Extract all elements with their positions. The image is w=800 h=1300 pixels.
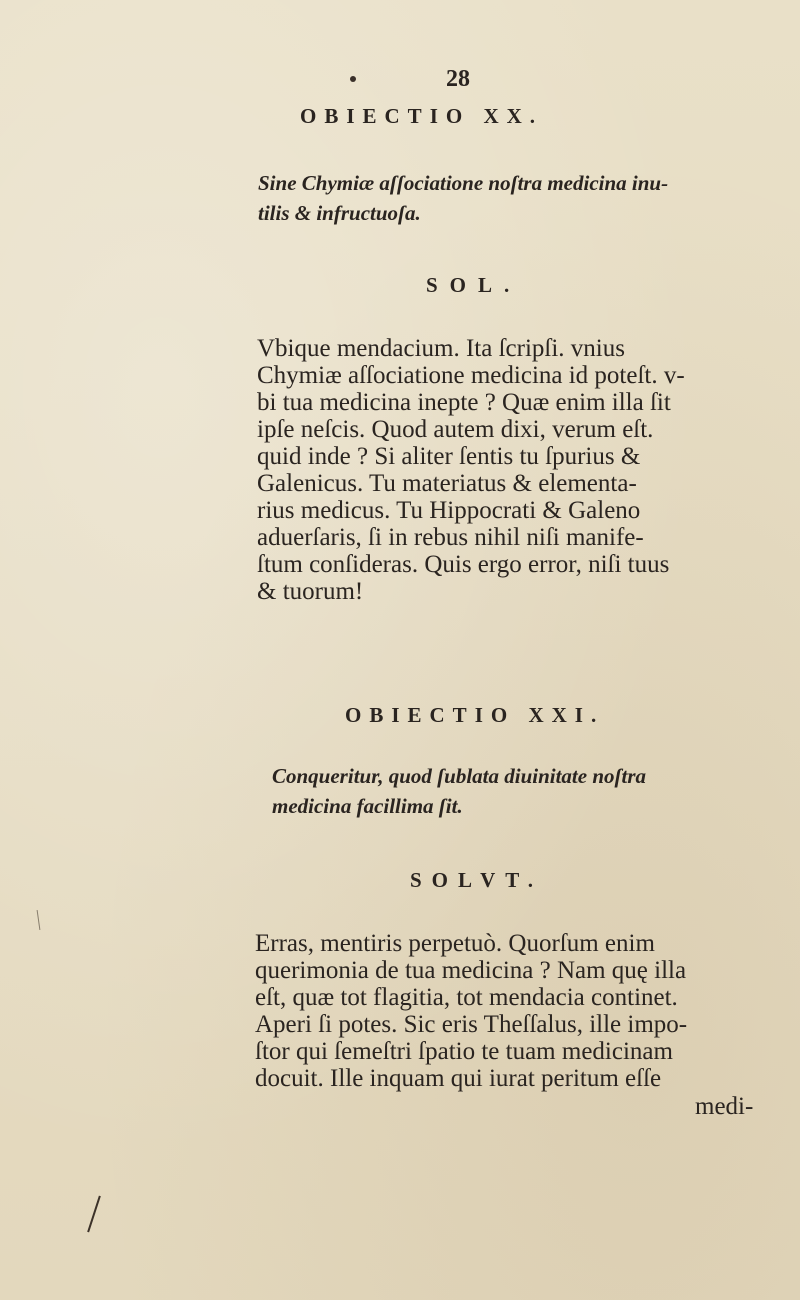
body-line: eſt, quæ tot flagitia, tot mendacia continet.: [255, 984, 678, 1011]
page-number: 28: [446, 66, 470, 92]
body-line: Vbique mendacium. Ita ſcripſi. vnius: [257, 335, 625, 362]
objection-xxi-heading: OBIECTIO XXI.: [345, 703, 605, 727]
pencil-mark: [37, 910, 41, 930]
objection-xx-heading: OBIECTIO XX.: [300, 104, 544, 128]
body-line: querimonia de tua medicina ? Nam quę illa: [255, 957, 687, 984]
objection-xx-title: [258, 168, 668, 228]
body-line: bi tua medicina inepte ? Quæ enim illa ſit: [257, 389, 671, 416]
title-line: medicina facillima ſit.: [272, 794, 463, 818]
body-line: Chymiæ aſſociatione medicina id poteſt. v-: [257, 362, 685, 389]
solvt-heading: SOLVT.: [410, 868, 543, 892]
ink-fleck: [350, 76, 356, 82]
body-line: & tuorum!: [257, 578, 364, 605]
body-line: Erras, mentiris perpetuò. Quorſum enim: [255, 930, 655, 957]
body-line: ſtum conſideras. Quis ergo error, niſi tuus: [257, 551, 670, 578]
body-line: aduerſaris, ſi in rebus nihil niſi manife-: [257, 524, 644, 551]
objection-xxi-title: [272, 761, 646, 821]
pencil-mark: [87, 1196, 101, 1233]
body-line: rius medicus. Tu Hippocrati & Galeno: [257, 497, 641, 524]
body-line: Aperi ſi potes. Sic eris Theſſalus, ille impo-: [255, 1011, 688, 1038]
sol-body: [257, 335, 685, 605]
body-line: quid inde ? Si aliter ſentis tu ſpurius &: [257, 443, 641, 470]
title-line: Conqueritur, quod ſublata diuinitate noſtra: [272, 764, 647, 788]
sol-heading: SOL.: [426, 273, 522, 297]
solvt-body: [255, 930, 687, 1092]
body-line: Galenicus. Tu materiatus & elementa-: [257, 470, 637, 497]
body-line: ipſe neſcis. Quod autem dixi, verum eſt.: [257, 416, 654, 443]
title-line: tilis & infructuoſa.: [258, 201, 421, 225]
catchword: medi-: [695, 1093, 754, 1120]
title-line: Sine Chymiæ aſſociatione noſtra medicina inu-: [258, 171, 669, 195]
body-line: docuit. Ille inquam qui iurat peritum eſſe: [255, 1065, 662, 1092]
body-line: ſtor qui ſemeſtri ſpatio te tuam medicinam: [255, 1038, 673, 1065]
